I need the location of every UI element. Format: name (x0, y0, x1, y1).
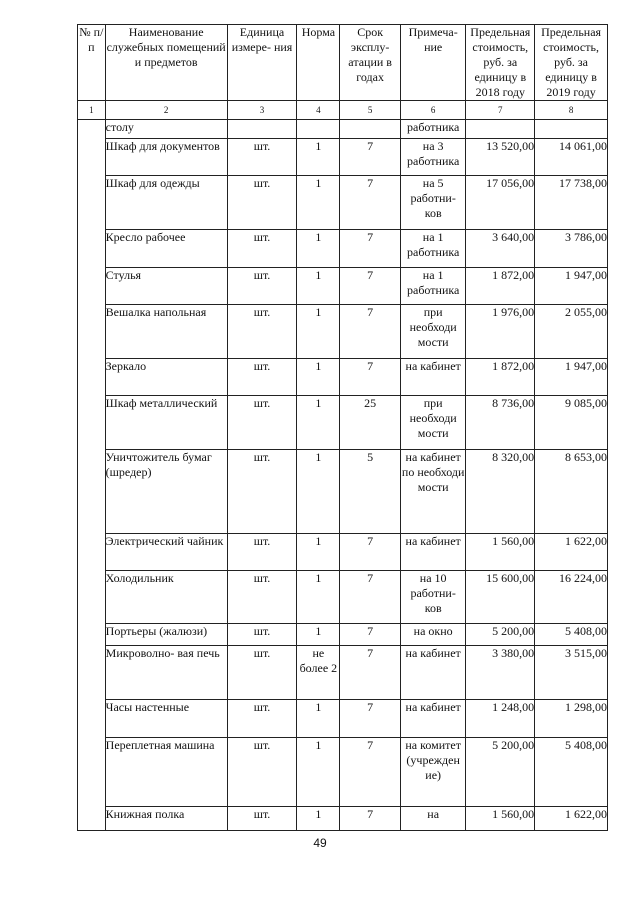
table-row (78, 359, 608, 396)
price-2019-cell: 2 055,00 (535, 305, 608, 359)
price-2018-cell: 1 560,00 (466, 807, 535, 831)
unit-cell (227, 120, 297, 139)
norm-cell: 1 (297, 176, 340, 230)
column-number: 7 (466, 101, 535, 120)
item-name-cell: Стулья (105, 268, 227, 305)
item-name-cell: Шкаф металлический (105, 396, 227, 450)
price-2019-cell: 17 738,00 (535, 176, 608, 230)
term-cell: 7 (340, 624, 400, 646)
header-cell-price-2019: Предельная стоимость, руб. за единицу в 2019 году (535, 25, 608, 101)
norm-cell: 1 (297, 534, 340, 571)
price-2019-cell: 5 408,00 (535, 624, 608, 646)
norm-cell: 1 (297, 624, 340, 646)
unit-cell: шт. (227, 571, 297, 624)
term-cell: 7 (340, 738, 400, 807)
term-cell: 7 (340, 176, 400, 230)
table-row (78, 176, 608, 230)
table-row (78, 268, 608, 305)
item-name-cell: Уничтожитель бумаг (шредер) (105, 450, 227, 534)
price-2018-cell: 3 380,00 (466, 646, 535, 700)
norm-cell: 1 (297, 738, 340, 807)
term-cell: 7 (340, 359, 400, 396)
note-cell: на кабинет (400, 646, 466, 700)
item-name-cell: Электрический чайник (105, 534, 227, 571)
unit-cell: шт. (227, 624, 297, 646)
note-cell: на окно (400, 624, 466, 646)
column-number-row (78, 101, 608, 120)
unit-cell: шт. (227, 268, 297, 305)
item-name-cell: Книжная полка (105, 807, 227, 831)
note-cell: на 10 работни- ков (400, 571, 466, 624)
price-2018-cell: 8 320,00 (466, 450, 535, 534)
note-cell: работника (400, 120, 466, 139)
header-cell-norm: Норма (297, 25, 340, 101)
item-name-cell: Зеркало (105, 359, 227, 396)
norm-cell (297, 120, 340, 139)
column-number: 8 (535, 101, 608, 120)
item-name-cell: Холодильник (105, 571, 227, 624)
term-cell: 5 (340, 450, 400, 534)
price-2019-cell: 14 061,00 (535, 139, 608, 176)
unit-cell: шт. (227, 305, 297, 359)
price-2018-cell: 5 200,00 (466, 738, 535, 807)
term-cell: 7 (340, 646, 400, 700)
unit-cell: шт. (227, 700, 297, 738)
price-2019-cell: 1 622,00 (535, 534, 608, 571)
price-2019-cell: 5 408,00 (535, 738, 608, 807)
note-cell: при необходи мости (400, 396, 466, 450)
item-name-cell: Шкаф для одежды (105, 176, 227, 230)
norm-cell: не более 2 (297, 646, 340, 700)
table-row (78, 534, 608, 571)
note-cell: при необходи мости (400, 305, 466, 359)
norm-cell: 1 (297, 700, 340, 738)
table-row (78, 738, 608, 807)
note-cell: на кабинет (400, 534, 466, 571)
term-cell: 7 (340, 700, 400, 738)
price-2019-cell: 1 298,00 (535, 700, 608, 738)
term-cell: 25 (340, 396, 400, 450)
item-name-cell: Переплетная машина (105, 738, 227, 807)
term-cell: 7 (340, 534, 400, 571)
price-2019-cell: 3 515,00 (535, 646, 608, 700)
item-name-cell: Портьеры (жалюзи) (105, 624, 227, 646)
table-row (78, 305, 608, 359)
column-number: 4 (297, 101, 340, 120)
price-2019-cell: 8 653,00 (535, 450, 608, 534)
price-2019-cell: 9 085,00 (535, 396, 608, 450)
note-cell: на кабинет по необходи мости (400, 450, 466, 534)
price-2018-cell: 1 560,00 (466, 534, 535, 571)
price-2019-cell: 3 786,00 (535, 230, 608, 268)
item-name-cell: Шкаф для документов (105, 139, 227, 176)
price-2018-cell: 17 056,00 (466, 176, 535, 230)
price-2018-cell: 8 736,00 (466, 396, 535, 450)
item-name-cell: Кресло рабочее (105, 230, 227, 268)
unit-cell: шт. (227, 176, 297, 230)
note-cell: на (400, 807, 466, 831)
item-name-cell: Вешалка напольная (105, 305, 227, 359)
norm-cell: 1 (297, 450, 340, 534)
price-2018-cell: 1 248,00 (466, 700, 535, 738)
price-2019-cell: 1 947,00 (535, 359, 608, 396)
header-cell-unit: Единица измере- ния (227, 25, 297, 101)
price-2018-cell: 3 640,00 (466, 230, 535, 268)
table-row (78, 807, 608, 831)
price-2018-cell: 15 600,00 (466, 571, 535, 624)
column-number: 6 (400, 101, 466, 120)
item-name-cell: Часы настенные (105, 700, 227, 738)
header-cell-index: № п/п (78, 25, 106, 101)
price-2018-cell: 1 872,00 (466, 359, 535, 396)
price-2018-cell: 5 200,00 (466, 624, 535, 646)
unit-cell: шт. (227, 738, 297, 807)
term-cell: 7 (340, 139, 400, 176)
table-row (78, 571, 608, 624)
term-cell (340, 120, 400, 139)
norm-cell: 1 (297, 139, 340, 176)
column-number: 5 (340, 101, 400, 120)
table-row (78, 624, 608, 646)
norm-cell: 1 (297, 268, 340, 305)
norm-cell: 1 (297, 807, 340, 831)
term-cell: 7 (340, 268, 400, 305)
term-cell: 7 (340, 230, 400, 268)
price-2018-cell: 13 520,00 (466, 139, 535, 176)
header-cell-name: Наименование служебных помещений и предметов (105, 25, 227, 101)
unit-cell: шт. (227, 534, 297, 571)
price-2019-cell: 1 947,00 (535, 268, 608, 305)
column-number: 3 (227, 101, 297, 120)
header-cell-price-2018: Предельная стоимость, руб. за единицу в 2018 году (466, 25, 535, 101)
norms-table (77, 24, 608, 831)
header-row (78, 25, 608, 101)
note-cell: на кабинет (400, 700, 466, 738)
item-name-cell: Микроволно- вая печь (105, 646, 227, 700)
table-row (78, 646, 608, 700)
note-cell: на 1 работника (400, 268, 466, 305)
norm-cell: 1 (297, 359, 340, 396)
norm-cell: 1 (297, 305, 340, 359)
price-2018-cell: 1 976,00 (466, 305, 535, 359)
table-row (78, 700, 608, 738)
header-cell-term: Срок эксплу- атации в годах (340, 25, 400, 101)
norm-cell: 1 (297, 571, 340, 624)
page-number: 49 (313, 836, 327, 850)
header-cell-note: Примеча- ние (400, 25, 466, 101)
price-2019-cell: 1 622,00 (535, 807, 608, 831)
term-cell: 7 (340, 807, 400, 831)
term-cell: 7 (340, 305, 400, 359)
note-cell: на 5 работни- ков (400, 176, 466, 230)
item-name-cell: столу (105, 120, 227, 139)
note-cell: на кабинет (400, 359, 466, 396)
table-row (78, 139, 608, 176)
unit-cell: шт. (227, 139, 297, 176)
note-cell: на комитет (учрежден ие) (400, 738, 466, 807)
index-cell-empty (78, 120, 106, 831)
table-row (78, 120, 608, 139)
norm-cell: 1 (297, 396, 340, 450)
unit-cell: шт. (227, 646, 297, 700)
unit-cell: шт. (227, 396, 297, 450)
unit-cell: шт. (227, 359, 297, 396)
unit-cell: шт. (227, 450, 297, 534)
table-row (78, 450, 608, 534)
unit-cell: шт. (227, 230, 297, 268)
price-2018-cell (466, 120, 535, 139)
note-cell: на 3 работника (400, 139, 466, 176)
table-row (78, 230, 608, 268)
price-2019-cell: 16 224,00 (535, 571, 608, 624)
unit-cell: шт. (227, 807, 297, 831)
norm-cell: 1 (297, 230, 340, 268)
column-number: 2 (105, 101, 227, 120)
table-row (78, 396, 608, 450)
term-cell: 7 (340, 571, 400, 624)
note-cell: на 1 работника (400, 230, 466, 268)
price-2019-cell (535, 120, 608, 139)
price-2018-cell: 1 872,00 (466, 268, 535, 305)
column-number: 1 (78, 101, 106, 120)
